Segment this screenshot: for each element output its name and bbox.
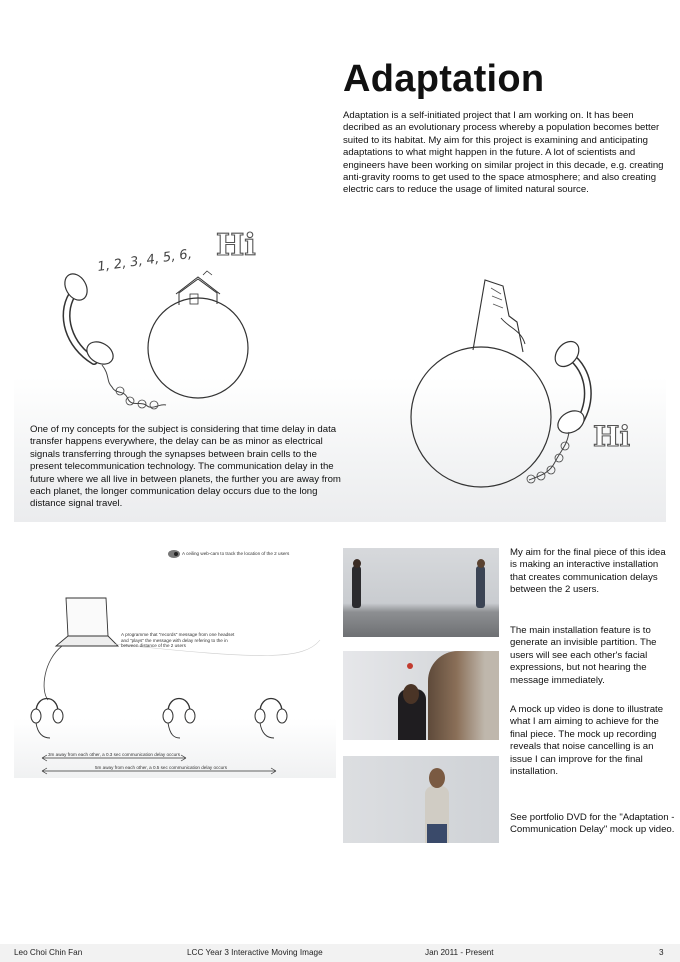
laptop-icon: [56, 598, 118, 646]
webcam-icon: [168, 550, 180, 558]
figure-1: [352, 566, 361, 608]
mockup-photo-3: [343, 756, 499, 843]
paragraph-dvd: See portfolio DVD for the "Adaptation - Communication Delay" mock up video.: [510, 812, 675, 836]
sketch-hi-right: Hi: [593, 420, 631, 453]
figure-2: [476, 566, 485, 608]
footer-course: LCC Year 3 Interactive Moving Image: [187, 948, 323, 957]
mockup-photo-1: [343, 548, 499, 637]
footer: [0, 944, 680, 962]
footer-page-number: 3: [659, 948, 664, 957]
programme-label: A programme that "records" message from one headset and "plays" the message with delay refering to the in between distance of the 2 users: [121, 632, 235, 649]
figure-4: [428, 651, 499, 740]
sketch-planet-phone-right: [405, 270, 645, 500]
headset-icon-2: [163, 699, 195, 739]
arrow1-label: 3m away from each other, a 0.3 sec communication delay occurs: [48, 752, 181, 757]
footer-author: Leo Choi Chin Fan: [14, 948, 83, 957]
paragraph-mockup: A mock up video is done to illustrate what I am aiming to achieve for the final piece. The mock up recording reveals that noise cancelling is an issue I can improve for the final installation.: [510, 704, 664, 778]
sketch-counting-text: 1, 2, 3, 4, 5, 6,: [96, 246, 193, 275]
sketch-hi-left: Hi: [216, 228, 256, 263]
headset-icon-3: [255, 699, 287, 739]
sketch-planet-phone-left: [50, 205, 280, 420]
headset-icon-1: [31, 699, 63, 739]
webcam-label: A ceiling web-cam to track the location of the 2 users: [182, 551, 290, 556]
mockup-photo-2: [343, 651, 499, 740]
paragraph-feature: The main installation feature is to generate an invisible partition. The users will see each other's facial expressions, but not hearing the message immediately.: [510, 625, 657, 686]
concept-paragraph: One of my concepts for the subject is considering that time delay in data transfer happens everywhere, the delay can be as minor as electrical signals transferring through the synapses between brain cells to the present telecommunication technology. The communication delay in the future where we all live in between planets, the further you are away from each planet, the longer communication delay occurs due to the long distance signal travel.: [30, 424, 341, 510]
page-title: Adaptation: [343, 58, 545, 100]
paragraph-aim: My aim for the final piece of this idea is making an interactive installation that creates communication delays between the 2 users.: [510, 547, 666, 596]
intro-paragraph: Adaptation is a self-initiated project that I am working on. It has been decribed as an evolutionary process whereby a population becomes better suited to its habitat. My aim for this project is examining and anticipating adaptations to what might happen in the future. A lot of scientists and engineers have been working on similar project in this decade, e.g. creating anti-gravity rooms to get used to the space atmosphere; and also creating electric cars to reduce the usage of limited natural source.: [343, 110, 664, 196]
footer-date: Jan 2011 - Present: [425, 948, 494, 957]
arrow2-label: 5m away from each other, a 0.5 sec communication delay occurs: [95, 765, 228, 770]
installation-diagram-drawing: [14, 540, 336, 778]
